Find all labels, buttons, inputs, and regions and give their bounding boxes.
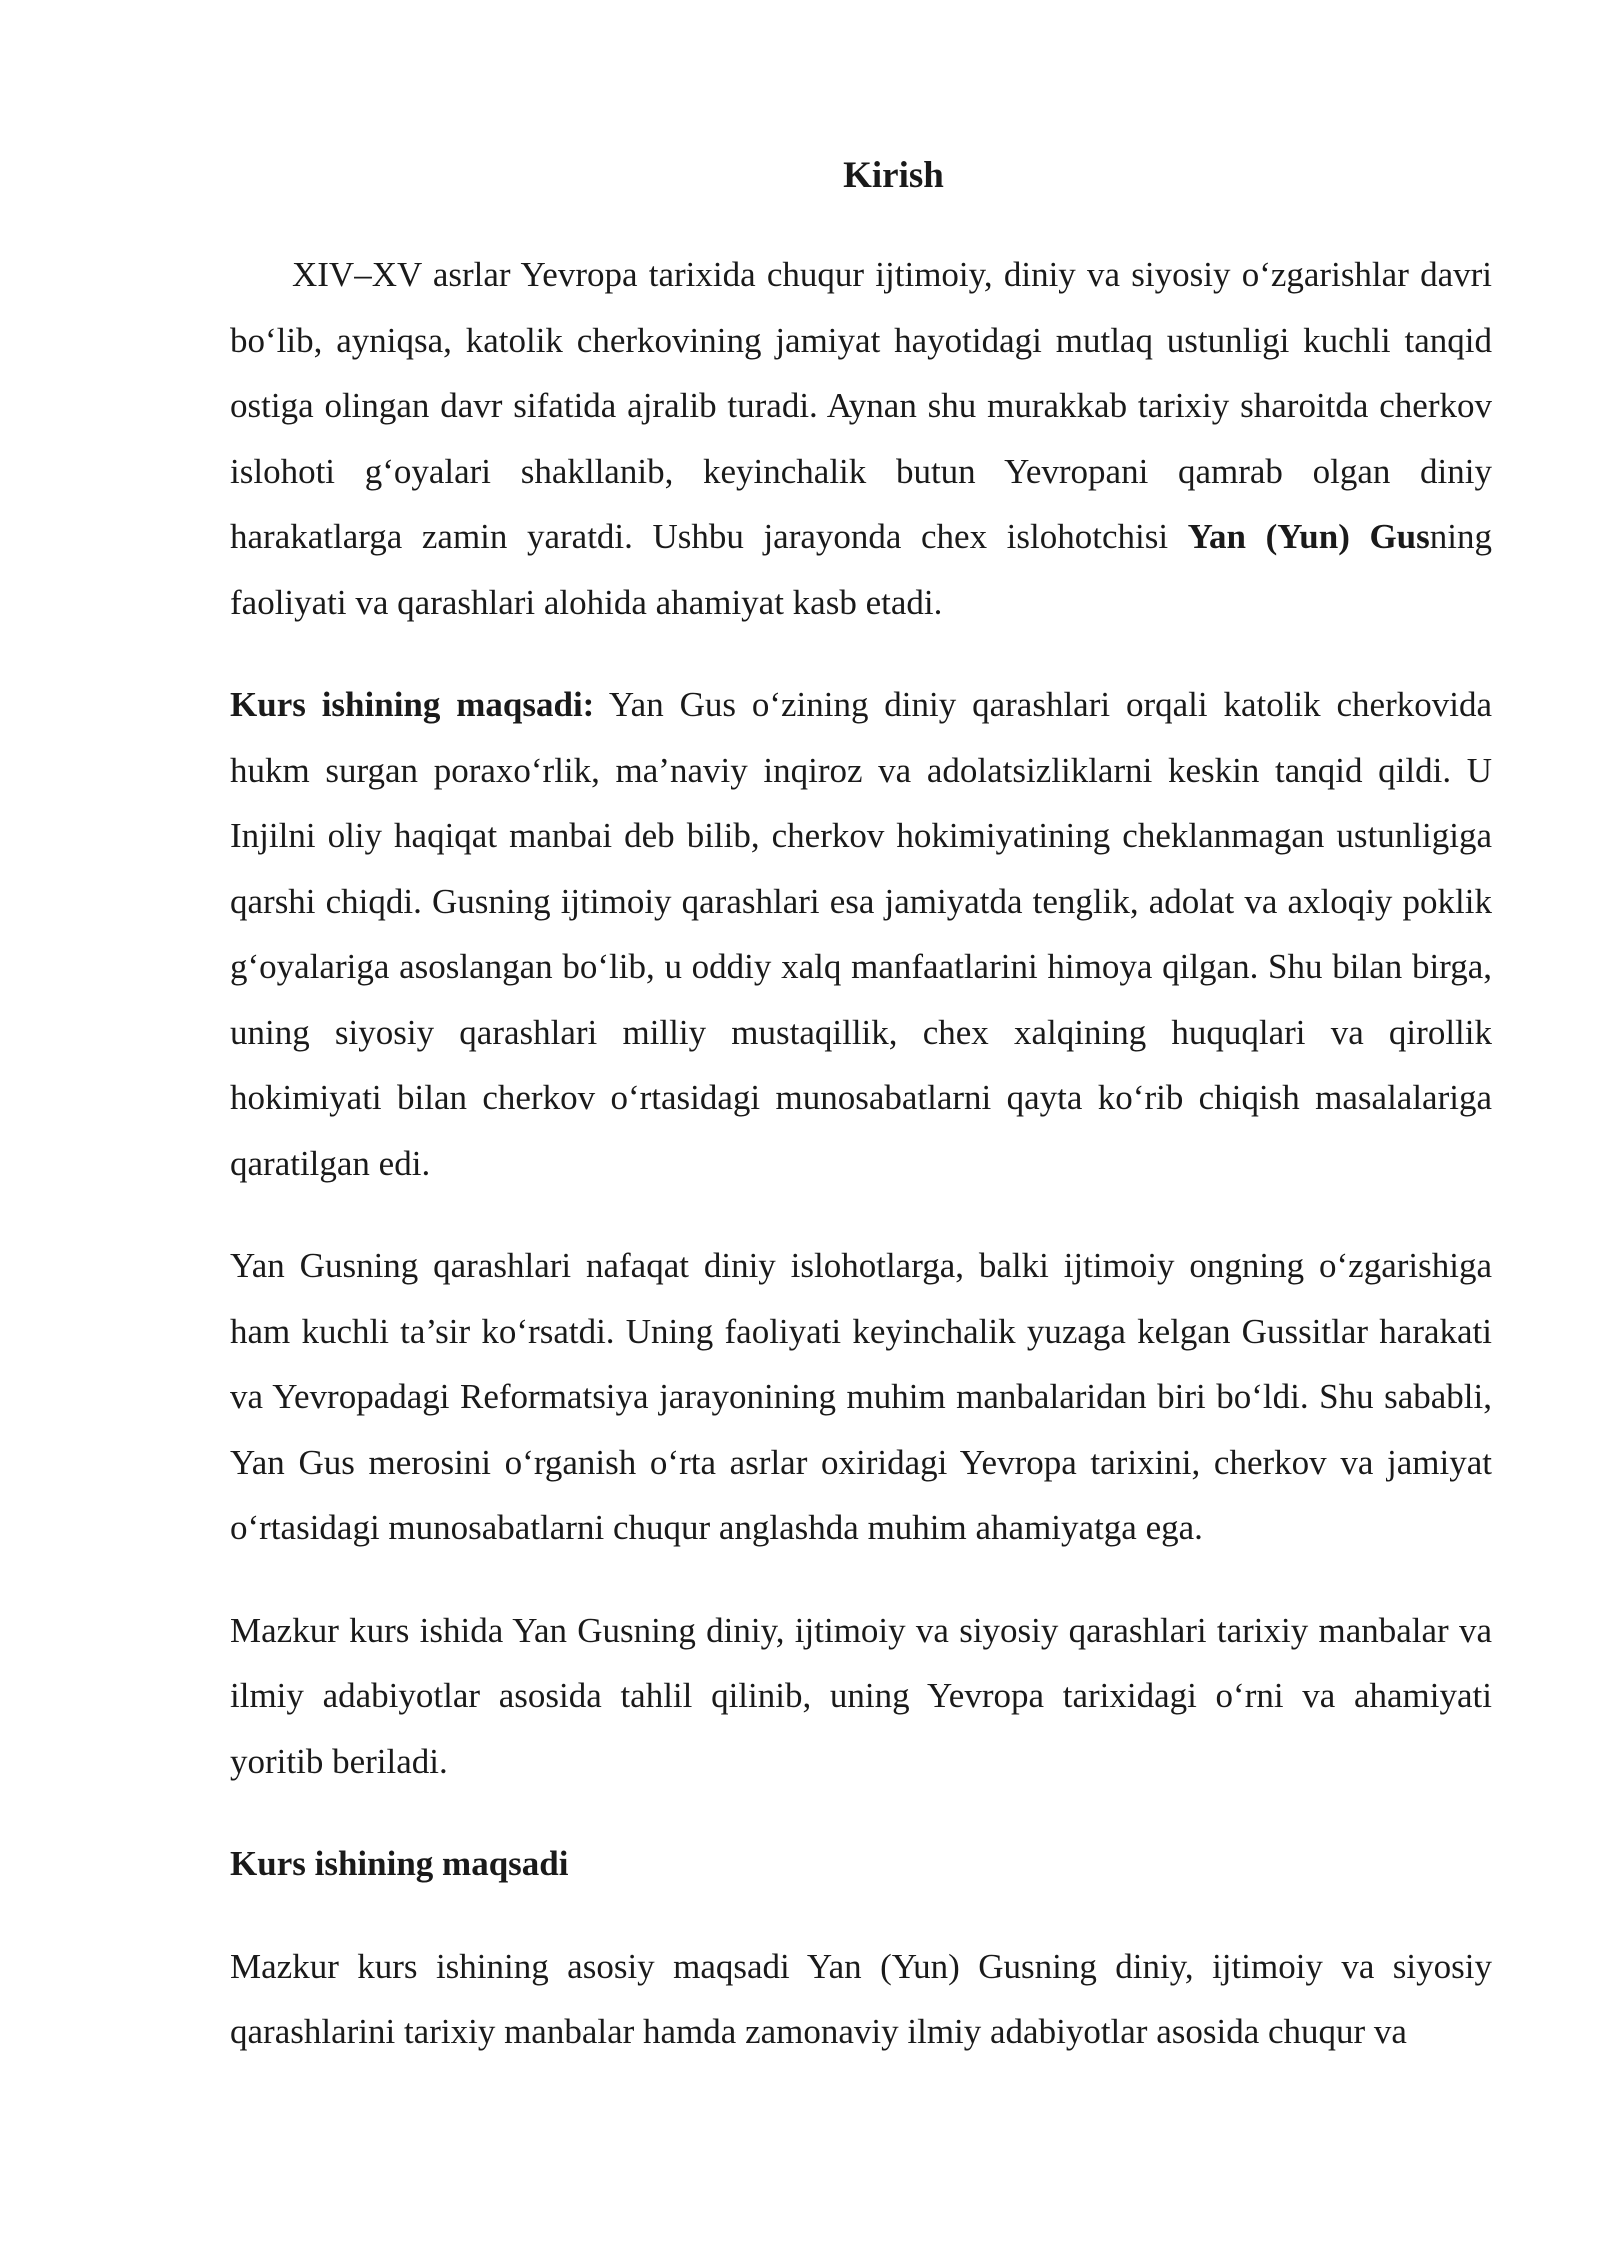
aim-label: Kurs ishining maqsadi: — [230, 685, 595, 724]
page-title: Kirish — [843, 155, 944, 196]
aim-paragraph — [230, 672, 1492, 1196]
intro-text: XIV–XV asrlar Yevropa tarixida chuqur ijtimoiy, diniy va siyosiy o‘zgarishlar davri bo‘lib, ayniqsa, katolik cherkovining jamiyat hayotidagi mutlaq ustunligi kuchli tanqid ostiga olingan davr sifatida ajralib turadi. Aynan shu murakkab tarixiy sharoitda cherkov islohoti g‘oyalari shakllanib, keyinchalik butun Yevropani qamrab olgan diniy harakatlarga zamin yaratdi. Ushbu jarayonda chex islohotchisi — [230, 255, 1492, 556]
document-page — [230, 140, 1492, 2065]
scope-paragraph: Mazkur kurs ishida Yan Gusning diniy, ijtimoiy va siyosiy qarashlari tarixiy manbalar va ilmiy adabiyotlar asosida tahlil qilinib, uning Yevropa tarixidagi o‘rni va ahamiyati yoritib beriladi. — [230, 1610, 1492, 1781]
intro-bold-name: Yan (Yun) Gus — [1187, 517, 1430, 556]
goal-paragraph: Mazkur kurs ishining asosiy maqsadi Yan (Yun) Gusning diniy, ijtimoiy va siyosiy qarashlarini tarixiy manbalar hamda zamonaviy ilmiy adabiyotlar asosida chuqur va — [230, 1946, 1492, 2051]
intro-paragraph — [230, 242, 1492, 635]
aim-text: Yan Gus o‘zining diniy qarashlari orqali katolik cherkovida hukm surgan poraxo‘rlik, ma’naviy inqiroz va adolatsizliklarni keskin tanqid qildi. U Injilni oliy haqiqat manbai deb bilib, cherkov hokimiyatining cheklanmagan ustunligiga qarshi chiqdi. Gusning ijtimoiy qarashlari esa jamiyatda tenglik, adolat va axloqiy poklik g‘oyalariga asoslangan bo‘lib, u oddiy xalq manfaatlarini himoya qilgan. Shu bilan birga, uning siyosiy qarashlari milliy mustaqillik, chex xalqining huquqlari va qirollik hokimiyati bilan cherkov o‘rtasidagi munosabatlarni qayta ko‘rib chiqish masalalariga qaratilgan edi. — [230, 685, 1492, 1183]
influence-paragraph: Yan Gusning qarashlari nafaqat diniy islohotlarga, balki ijtimoiy ongning o‘zgarishiga ham kuchli ta’sir ko‘rsatdi. Uning faoliyati keyinchalik yuzaga kelgan Gussitlar harakati va Yevropadagi Reformatsiya jarayonining muhim manbalaridan biri bo‘ldi. Shu sababli, Yan Gus merosini o‘rganish o‘rta asrlar oxiridagi Yevropa tarixini, cherkov va jamiyat o‘rtasidagi munosabatlarni chuqur anglashda muhim ahamiyatga ega. — [230, 1246, 1492, 1547]
intro-text-end: ning faoliyati va qarashlari alohida ahamiyat kasb etadi. — [230, 517, 1492, 622]
section-heading: Kurs ishining maqsadi — [230, 1844, 569, 1883]
